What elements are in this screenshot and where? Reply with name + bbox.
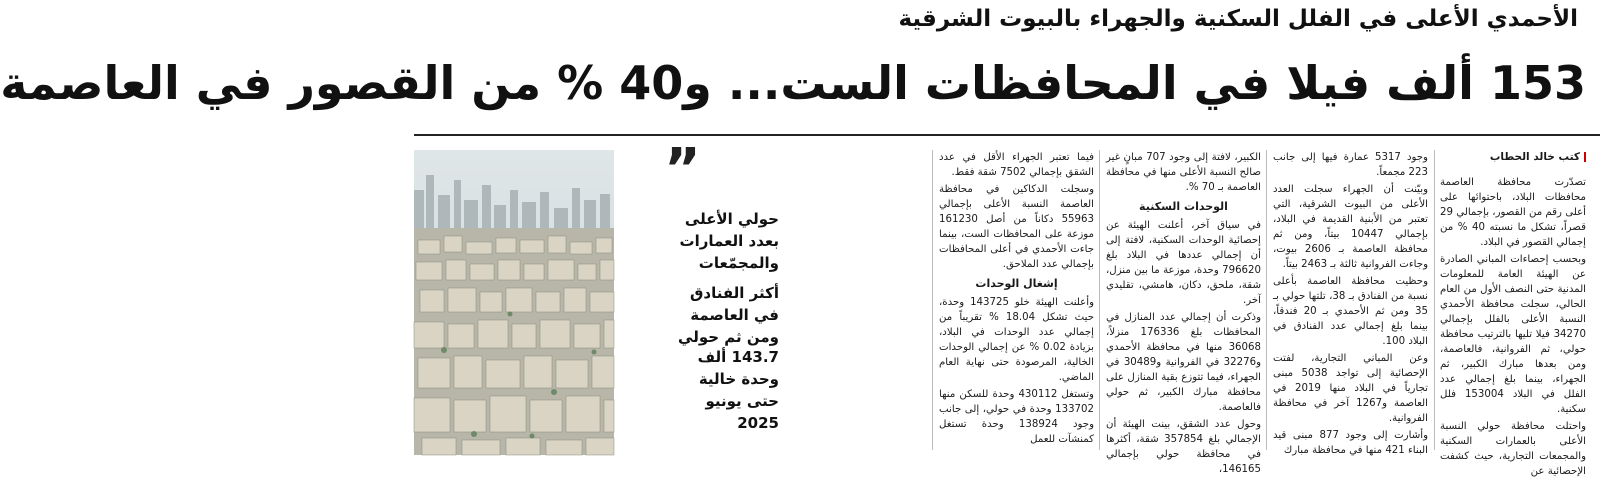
article-column-2	[1273, 150, 1428, 455]
pullquote-3: 143.7 ألف وحدة خالية حتى يونيو 2025	[697, 348, 779, 432]
kicker: الأحمدي الأعلى في الفلل السكنية والجهراء بالبيوت الشرقية	[898, 6, 1578, 32]
pullquote-2: أكثر الفنادق في العاصمة ومن ثم حولي	[678, 284, 779, 346]
paragraph: وسجلت الدكاكين في محافظة العاصمة النسبة الأعلى بإجمالي 55963 دكاناً من أصل 161230 موزعة على المحافظات الست، بينما جاءت الأحمدي في أعلى المحافظات بإجمالي عدد الملاحق.	[939, 184, 1094, 270]
paragraph: وتستغل 430112 وحدة للسكن منها 133702 وحدة في حولي، إلى جانب وجود 138924 وحدة تستغل كمنشآت للعمل	[939, 389, 1094, 445]
headline: 153 ألف فيلا في المحافظات الست... و40 % من القصور في العاصمة	[0, 56, 1586, 110]
paragraph: واحتلت محافظة حولي النسبة الأعلى بالعمارات السكنية والمجمعات التجارية، حيث كشفت الإحصائية عن	[1440, 421, 1586, 477]
byline-text: كتب خالد الحطاب	[1489, 151, 1580, 163]
paragraph: وبحسب إحصاءات المباني الصادرة عن الهيئة العامة للمعلومات المدنية حتى النصف الأول من العام الحالي، سجلت محافظة الأحمدي النسبة الأعلى بالفلل بإجمالي 34270 فيلا تليها بالترتيب محافظة حولي، ثم الفروانية، فالعاصمة، ومن بعدها مبارك الكبير، ثم الجهراء، بينما بلغ إجمالي عدد الفلل في البلاد 153004 فلل سكنية.	[1440, 254, 1586, 415]
city-aerial-photo	[414, 150, 614, 455]
paragraph: وأشارت إلى وجود 877 مبنى قيد البناء 421 منها في محافظة مبارك	[1273, 430, 1428, 456]
paragraph: فيما تعتبر الجهراء الأقل في عدد الشقق بإجمالي 7502 شقة فقط.	[939, 152, 1094, 178]
paragraph: وجود 5317 عمارة فيها إلى جانب 223 مجمعاً.	[1273, 152, 1428, 178]
article-column-1	[1440, 150, 1586, 477]
paragraph: الكبير، لافتة إلى وجود 707 مبانٍ غير صالح النسبة الأعلى منها في محافظة العاصمة بـ 70 %.	[1106, 152, 1261, 193]
pullquote-1: حولي الأعلى بعدد العمارات والمجمّعات	[679, 210, 779, 272]
paragraph: وأعلنت الهيئة خلو 143725 وحدة، حيث تشكل 18.04 % تقريباً من إجمالي عدد الوحدات في البلاد، بزيادة 0.02 % عن إجمالي الوحدات الخالية، المرصودة حتى نهاية العام الماضي.	[939, 297, 1094, 383]
column-divider	[1434, 150, 1435, 450]
byline-bar	[1584, 152, 1586, 162]
subheading-unit-occupancy: إشغال الوحدات	[975, 277, 1058, 290]
paragraph: وحول عدد الشقق، بينت الهيئة أن الإجمالي بلغ 357854 شقة، أكثرها في محافظة حولي بإجمالي 146165،	[1106, 419, 1261, 475]
column-divider	[1266, 150, 1267, 450]
paragraph: في سياق آخر، أعلنت الهيئة عن إحصائية الوحدات السكنية، لافتة إلى أن إجمالي عددها في البلاد بلغ 796620 وحدة، موزعة ما بين منزل، شقة، ملحق، دكان، هامشي، تقليدي آخر.	[1106, 220, 1261, 306]
column-divider	[1099, 150, 1100, 450]
paragraph: تصدّرت محافظة العاصمة محافظات البلاد، باحتوائها على أعلى رقم من القصور، بإجمالي 29 قصراً، تشكل ما نسبته 40 % من إجمالي القصور في البلاد.	[1440, 177, 1586, 248]
paragraph: وذكرت أن إجمالي عدد المنازل في المحافظات بلغ 176336 منزلاً، 36068 منها في محافظة الأحمدي و32276 في الفروانية و30489 في الجهراء، فيما تتوزع بقية المنازل على محافظة مبارك الكبير، ثم حولي فالعاصمة.	[1106, 312, 1262, 413]
column-divider	[932, 150, 933, 450]
subheading-housing-units: الوحدات السكنية	[1139, 200, 1228, 213]
article-column-4	[939, 150, 1094, 455]
paragraph: وبيّنت أن الجهراء سجلت العدد الأعلى من البيوت الشرقية، التي تعتبر من الأبنية القديمة في البلاد، بإجمالي 10447 بيتاً، ومن ثم محافظة العاصمة بـ 2606 بيوت، وجاءت الفروانية ثالثة بـ 2463 بيتاً.	[1273, 184, 1428, 270]
article-column-3	[1106, 150, 1262, 475]
city-photo-illustration	[414, 150, 614, 455]
quote-mark-icon: ”	[664, 137, 701, 202]
pullquote-column	[624, 137, 789, 455]
byline	[1440, 150, 1586, 165]
headline-rule	[414, 134, 1600, 136]
paragraph: وعن المباني التجارية، لفتت الإحصائية إلى تواجد 5038 مبنى تجارياً في البلاد منها 2019 في العاصمة و1267 آخر في محافظة الفروانية.	[1273, 353, 1428, 424]
paragraph: وحظيت محافظة العاصمة بأعلى نسبة من الفنادق بـ 38، تلتها حولي بـ 35 ومن ثم الأحمدي بـ 20 فندقاً، بينما بلغ إجمالي عدد الفنادق في البلاد 100.	[1273, 276, 1429, 347]
